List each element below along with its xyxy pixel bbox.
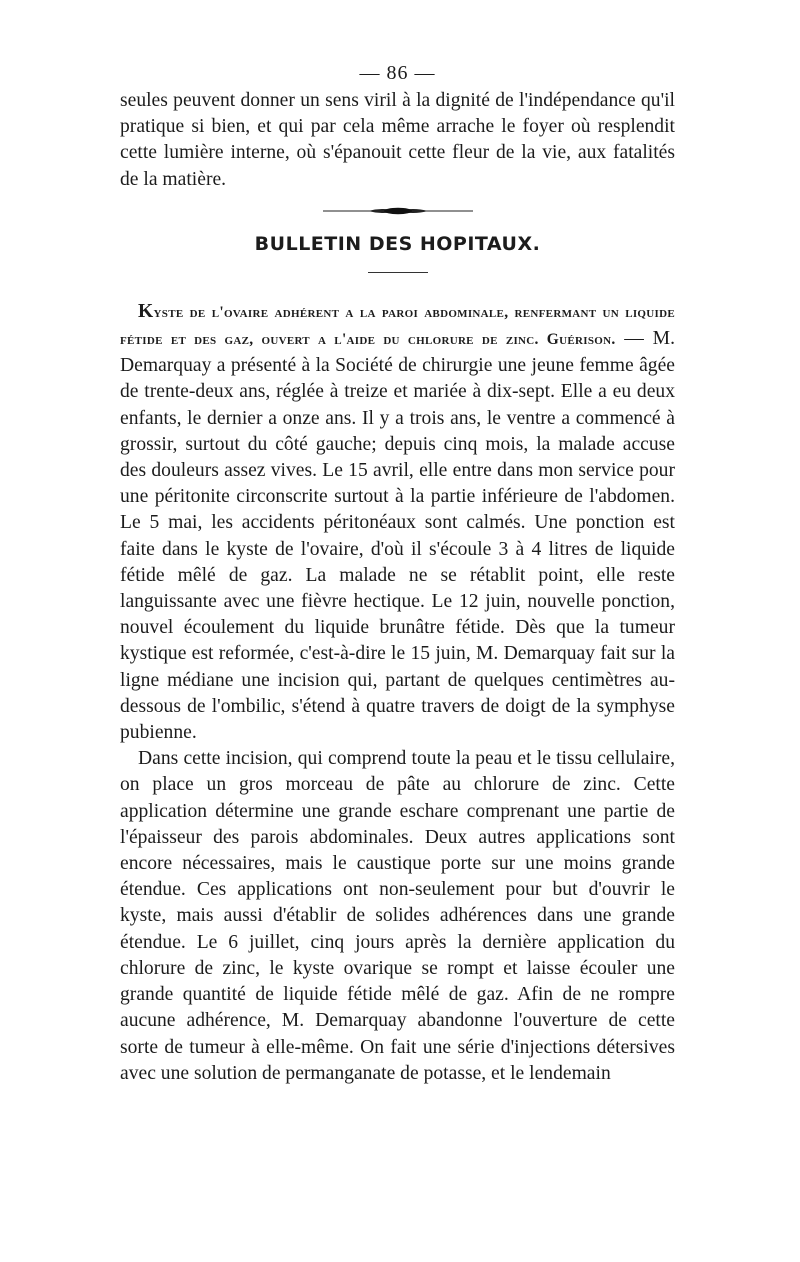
article-lead-text: — M. Demarquay a présenté à la Société de chirurgie une jeune femme âgée de trente-deux ans, réglée à treize et mariée à dix-sept. Elle a eu deux enfants, le dernier a onze ans. Il y a trois ans, le ventre a commencé à grossir, surtout du côté gauche; depuis cinq mois, la malade accuse des douleurs assez vives. Le 15 avril, elle entre dans mon service pour une péritonite circonscrite surtout à la partie inférieure de l'abdomen. Le 5 mai, les accidents péritonéaux sont calmés. Une ponction est faite dans le kyste de l'ovaire, d'où il s'écoule 3 à 4 litres de liquide fétide mêlé de gaz. La malade ne se rétablit point, elle reste languissante avec une fièvre hectique. Le 12 juin, nouvelle ponction, nouvel écoulement du liquide brunâtre fétide. Dès que la tumeur kystique est reformée, c'est-à-dire le 15 juin, M. Demarquay fait sur la ligne médiane une incision qui, partant de quelques centimètres au-dessous de l'ombilic, s'étend à quatre travers de doigt de la symphyse pubienne. [120, 328, 675, 744]
article-title-initial: K [138, 300, 154, 322]
section-title: BULLETIN DES HOPITAUX. [254, 232, 541, 255]
document-page [120, 58, 675, 1087]
ornament-rule-icon [323, 206, 473, 216]
article-paragraph-2: Dans cette incision, qui comprend toute la peau et le tissu cellulaire, on place un gros morceau de pâte au chlorure de zinc. Cette application détermine une grande eschare comprenant une partie de l'épaisseur des parois abdominales. Deux autres applications sont encore nécessaires, mais le caustique porte sur une moins grande étendue. Ces applications ont non-seulement pour but d'ouvrir le kyste, mais aussi d'établir de solides adhérences dans une grande étendue. Le 6 juillet, cinq jours après la dernière application du chlorure de zinc, le kyste ovarique se rompt et laisse écouler une grande quantité de liquide fétide mêlé de gaz. Afin de ne rompre aucune adhérence, M. Demarquay abandonne l'ouverture de cette sorte de tumeur à elle-même. On fait une série d'injections détersives avec une solution de permanganate de potasse, et le lendemain [120, 748, 675, 1084]
section-divider-ornament [120, 206, 675, 216]
section-title-rule [368, 272, 428, 273]
intro-paragraph: seules peuvent donner un sens viril à la dignité de l'indépendance qu'il pratique si bien, et qui par cela même arrache le foyer où resplendit cette lumière interne, où s'épanouit cette fleur de la vie, aux fatalités de la matière. [120, 90, 675, 190]
page-number: — 86 — [359, 62, 436, 84]
article-paragraph-1 [120, 299, 675, 746]
article-title [120, 300, 675, 349]
article-title-rest: yste de l'ovaire adhérent a la paroi abdominale, renfermant un liquide fétide et des gaz, ouvert a l'aide du chlorure de zinc. Guérison. [120, 303, 675, 349]
